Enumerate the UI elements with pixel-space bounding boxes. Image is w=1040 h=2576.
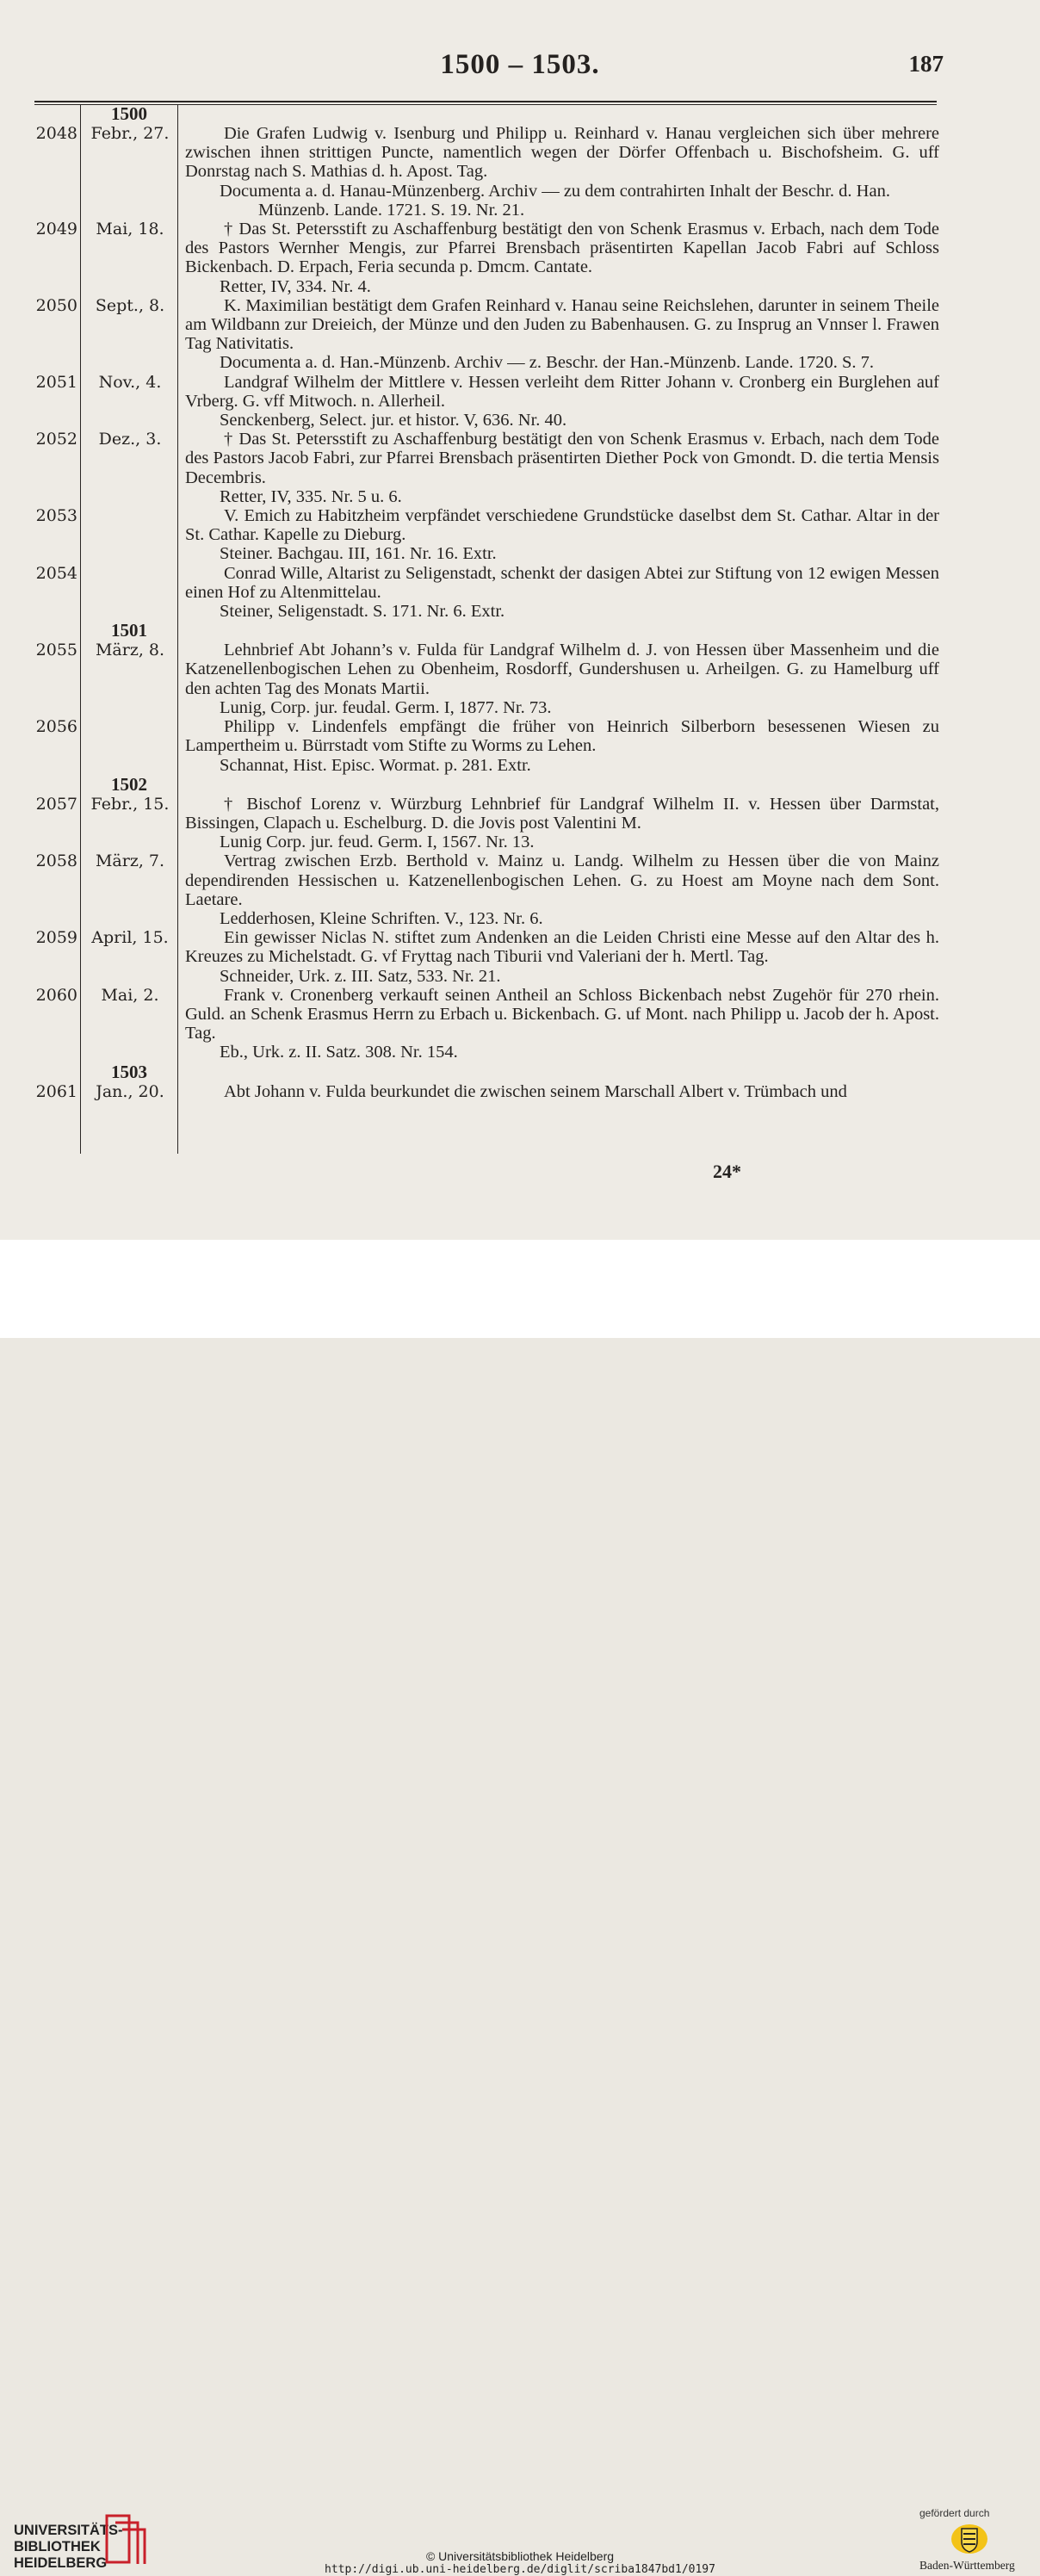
entry-number: 2052 [35,430,77,449]
entry-date: Nov., 4. [98,372,162,392]
entry-number: 2054 [35,563,77,583]
entry-number: 2056 [35,717,77,737]
entry-source: Lunig Corp. jur. feud. Germ. I, 1567. Nr. 13. [220,833,535,852]
year-heading: 1500 [111,103,147,124]
year-heading: 1503 [111,1061,147,1082]
page-heading-years: 1500 – 1503. [440,49,600,80]
library-line: HEIDELBERG [14,2555,108,2571]
regest-entry [0,795,1040,852]
entry-source: Schneider, Urk. z. III. Satz, 533. Nr. 21. [220,966,501,986]
entry-text: Conrad Wille, Altarist zu Seligenstadt, schenkt der dasigen Abtei zur Stiftung von 12 ewigen Messen einen Hof zu Altenmittelau. [185,563,939,602]
entry-source: Documenta a. d. Han.-Münzenb. Archiv — z. Beschr. der Han.-Münzenb. Lande. 1720. S. 7. [220,353,875,373]
entry-number: 2055 [35,641,77,660]
entry-number: 2059 [35,928,77,948]
regest-entry [0,928,1040,986]
funded-by-label: gefördert durch [919,2507,990,2519]
year-heading: 1502 [111,773,147,795]
entry-source: Documenta a. d. Hanau-Münzenberg. Archiv — zu dem contrahirten Inhalt der Beschr. d. Han. Münzenb. Lande. 1721. S. 19. Nr. 21. [220,181,890,220]
entry-source: Senckenberg, Select. jur. et histor. V, 636. Nr. 40. [220,411,567,430]
funder-name: Baden-Württemberg [919,2559,1015,2572]
entry-number: 2051 [35,372,77,392]
entry-text: Landgraf Wilhelm der Mittlere v. Hessen verleiht dem Ritter Johann v. Cronberg ein Burglehen auf Vrberg. G. vff Mitwoch. n. Allerheil. [185,372,939,411]
page-number: 187 [908,51,944,77]
entry-text: † Bischof Lorenz v. Würzburg Lehnbrief für Landgraf Wilhelm II. v. Hessen über Darmstat, Bissingen, Clapach u. Eschelburg. D. die Jovis post Valentini M. [185,794,939,833]
entry-date: März, 7. [95,851,165,871]
entry-source: Schannat, Hist. Episc. Wormat. p. 281. Extr. [220,755,531,775]
entry-source: Ledderhosen, Kleine Schriften. V., 123. Nr. 6. [220,908,543,928]
entry-text: Frank v. Cronenberg verkauft seinen Antheil an Schloss Bickenbach nebst Zugehör für 270 rhein. Guld. an Schenk Erasmus Herrn zu Erbach u. Bickenbach. G. uf Mont. nach Philipp u. Jacob der h. Apost. Tag. [185,985,939,1043]
entry-date: April, 15. [91,928,169,948]
regest-entry [0,986,1040,1062]
state-coat-of-arms-icon [950,2523,988,2555]
regest-entry [0,220,1040,296]
entry-text: Ein gewisser Niclas N. stiftet zum Andenken an die Leiden Christi eine Messe auf den Altar des h. Kreuzes zu Michelstadt. G. vf Fryttag nach Tiburii vnd Valeriani der h. Mertl. Tag. [185,928,939,967]
entry-source: Retter, IV, 335. Nr. 5 u. 6. [220,486,402,506]
entry-number: 2053 [35,506,77,526]
entry-text: † Das St. Petersstift zu Aschaffenburg bestätigt den von Schenk Erasmus v. Erbach, nach dem Tode des Pastors Jacob Fabri, zur Pfarrei Brensbach präsentirten Diether Pock von Gmondt. D. die tertia Mensis Decembris. [185,430,939,487]
entry-date: Mai, 2. [101,985,159,1005]
regest-entry [0,373,1040,430]
entry-number: 2058 [35,851,77,871]
entry-text: † Das St. Petersstift zu Aschaffenburg bestätigt den von Schenk Erasmus v. Erbach, nach dem Tode des Pastors Wernher Mengis, zur Pfarrei Brensbach präsentirten Kapellan Jacob Fabri auf Schloss Bickenbach. D. Erpach, Feria secunda p. Dmcm. Cantate. [185,220,939,277]
viewer-footer [0,1240,1040,2576]
entry-number: 2049 [35,220,77,239]
entry-text: Vertrag zwischen Erzb. Berthold v. Mainz u. Landg. Wilhelm zu Hessen über die von Mainz dependirenden Hessischen u. Katzenellenbogischen Lehen. G. zu Hoest am Moyne nach dem Sont. Laetare. [185,851,939,909]
header-rule [34,101,937,102]
entry-source: Steiner, Seligenstadt. S. 171. Nr. 6. Extr. [220,602,505,622]
entry-number: 2061 [35,1081,77,1101]
regest-entry [0,717,1040,775]
library-line: UNIVERSITÄTS- [14,2523,123,2538]
regest-entry [0,506,1040,564]
regest-entry [0,430,1040,506]
entry-number: 2060 [35,985,77,1005]
entry-source: Eb., Urk. z. II. Satz. 308. Nr. 154. [220,1043,458,1062]
regest-entry [0,564,1040,622]
signature-mark: 24* [713,1161,741,1182]
regest-entry [0,641,1040,717]
entry-number: 2057 [35,794,77,814]
year-heading: 1501 [111,620,147,641]
regest-entry [0,1082,1040,1101]
regesta-entries [0,104,1040,1101]
entry-date: Mai, 18. [96,220,164,239]
permalink-url[interactable]: http://digi.ub.uni-heidelberg.de/diglit/scriba1847bd1/0197 [325,2563,715,2576]
entry-date: März, 8. [95,641,165,660]
entry-number: 2048 [35,124,77,143]
entry-text: Abt Johann v. Fulda beurkundet die zwischen seinem Marschall Albert v. Trümbach und [224,1081,847,1101]
entry-source: Retter, IV, 334. Nr. 4. [220,276,371,296]
regest-entry [0,851,1040,928]
entry-text: K. Maximilian bestätigt dem Grafen Reinhard v. Hanau seine Reichslehen, darunter in seinem Theile am Wildbann zur Dreieich, der Münze und den Juden zu Babenhausen. G. zu Insprug an Vnnser l. Frawen Tag Nativitatis. [185,295,939,354]
entry-number: 2050 [35,295,77,315]
entry-source: Steiner. Bachgau. III, 161. Nr. 16. Extr. [220,544,497,564]
entry-text: Lehnbrief Abt Johann’s v. Fulda für Landgraf Wilhelm d. J. von Hessen über Massenheim und die Katzenellenbogischen Lehen zu Obenheim, Rosdorff, Gundershusen u. Arheilgen. G. zu Hamelburg uff den achten Tag des Monats Martii. [185,641,939,698]
entry-date: Sept., 8. [95,295,165,315]
entry-date: Febr., 27. [90,124,170,143]
regest-entry [0,296,1040,373]
entry-date: Febr., 15. [90,794,170,814]
copyright-notice: © Universitätsbibliothek Heidelberg [425,2549,615,2563]
entry-date: Jan., 20. [96,1081,164,1101]
scanned-page [0,0,1040,1240]
entry-text: Philipp v. Lindenfels empfängt die früher von Heinrich Silberborn besessenen Wiesen zu Lampertheim u. Bürrstadt vom Stifte zu Worms zu Lehen. [185,717,939,756]
entry-text: Die Grafen Ludwig v. Isenburg und Philipp u. Reinhard v. Hanau vergleichen sich über mehrere zwischen ihnen strittigen Puncte, namentlich wegen der Dörfer Offenbach u. Bischofsheim. G. uff Donrstag nach S. Mathias d. h. Apost. Tag. [185,124,939,182]
entry-date: Dez., 3. [98,430,162,449]
entry-text: V. Emich zu Habitzheim verpfändet verschiedene Grundstücke daselbst dem St. Cathar. Altar in der St. Cathar. Kapelle zu Dieburg. [185,506,939,545]
library-line: BIBLIOTHEK [14,2539,101,2554]
regest-entry [0,124,1040,220]
entry-source: Lunig, Corp. jur. feudal. Germ. I, 1877. Nr. 73. [220,697,552,717]
